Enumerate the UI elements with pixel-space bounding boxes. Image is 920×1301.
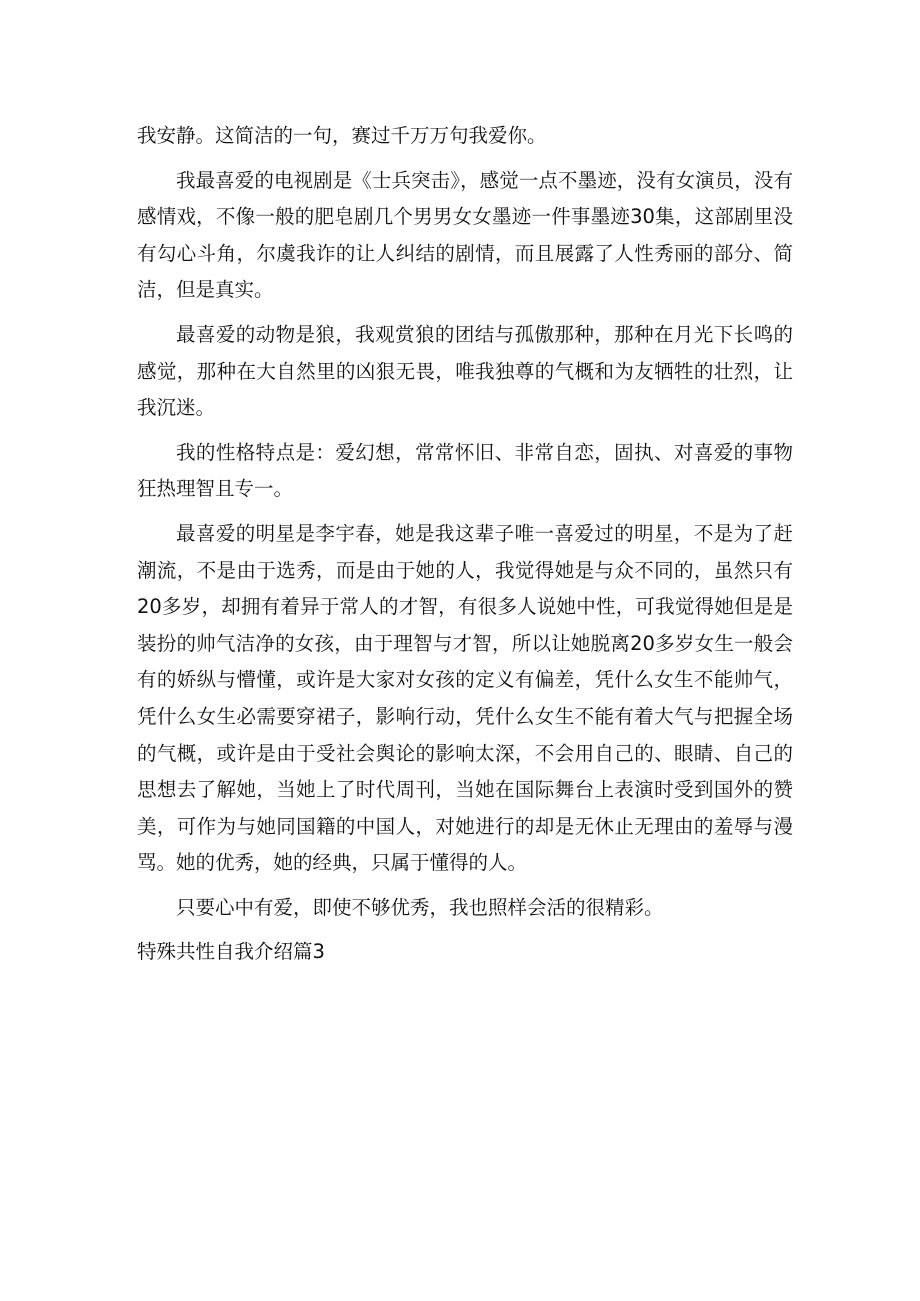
paragraph-personality: 我的性格特点是：爱幻想，常常怀旧、非常自恋，固执、对喜爱的事物狂热理智且专一。 <box>137 440 793 501</box>
section-heading: 特殊共性自我介绍篇3 <box>137 940 325 964</box>
paragraph-tv-series: 我最喜爱的电视剧是《士兵突击》，感觉一点不墨迹，没有女演员，没有感情戏，不像一般的肥皂剧几个男男女女墨迹一件事墨迹30集，这部剧里没有勾心斗角，尔虞我诈的让人纠结的剧情，而且展露了人性秀丽的部分、简洁，但是真实。 <box>137 168 793 302</box>
paragraph-favorite-animal: 最喜爱的动物是狼，我观赏狼的团结与孤傲那种，那种在月光下长鸣的感觉，那种在大自然里的凶狠无畏，唯我独尊的气概和为友牺牲的壮烈，让我沉迷。 <box>137 322 793 420</box>
paragraph-favorite-star: 最喜爱的明星是李宇春，她是我这辈子唯一喜爱过的明星，不是为了赶潮流，不是由于选秀，而是由于她的人，我觉得她是与众不同的，虽然只有20多岁，却拥有着异于常人的才智，有很多人说她中性，可我觉得她但是是装扮的帅气洁净的女孩，由于理智与才智，所以让她脱离20多岁女生一般会有的娇纵与懵懂，或许是大家对女孩的定义有偏差，凭什么女生不能帅气，凭什么女生必需要穿裙子，影响行动，凭什么女生不能有着大气与把握全场的气概，或许是由于受社会舆论的影响太深，不会用自己的、眼睛、自己的思想去了解她，当她上了时代周刊，当她在国际舞台上表演时受到国外的赞美，可作为与她同国籍的中国人，对她进行的却是无休止无理由的羞辱与漫骂。她的优秀，她的经典，只属于懂得的人。 <box>137 521 793 875</box>
paragraph-closing: 只要心中有爱，即使不够优秀，我也照样会活的很精彩。 <box>176 895 664 919</box>
document-body <box>137 118 793 979</box>
paragraph-continuation: 我安静。这简洁的一句，赛过千万万句我爱你。 <box>137 124 547 147</box>
